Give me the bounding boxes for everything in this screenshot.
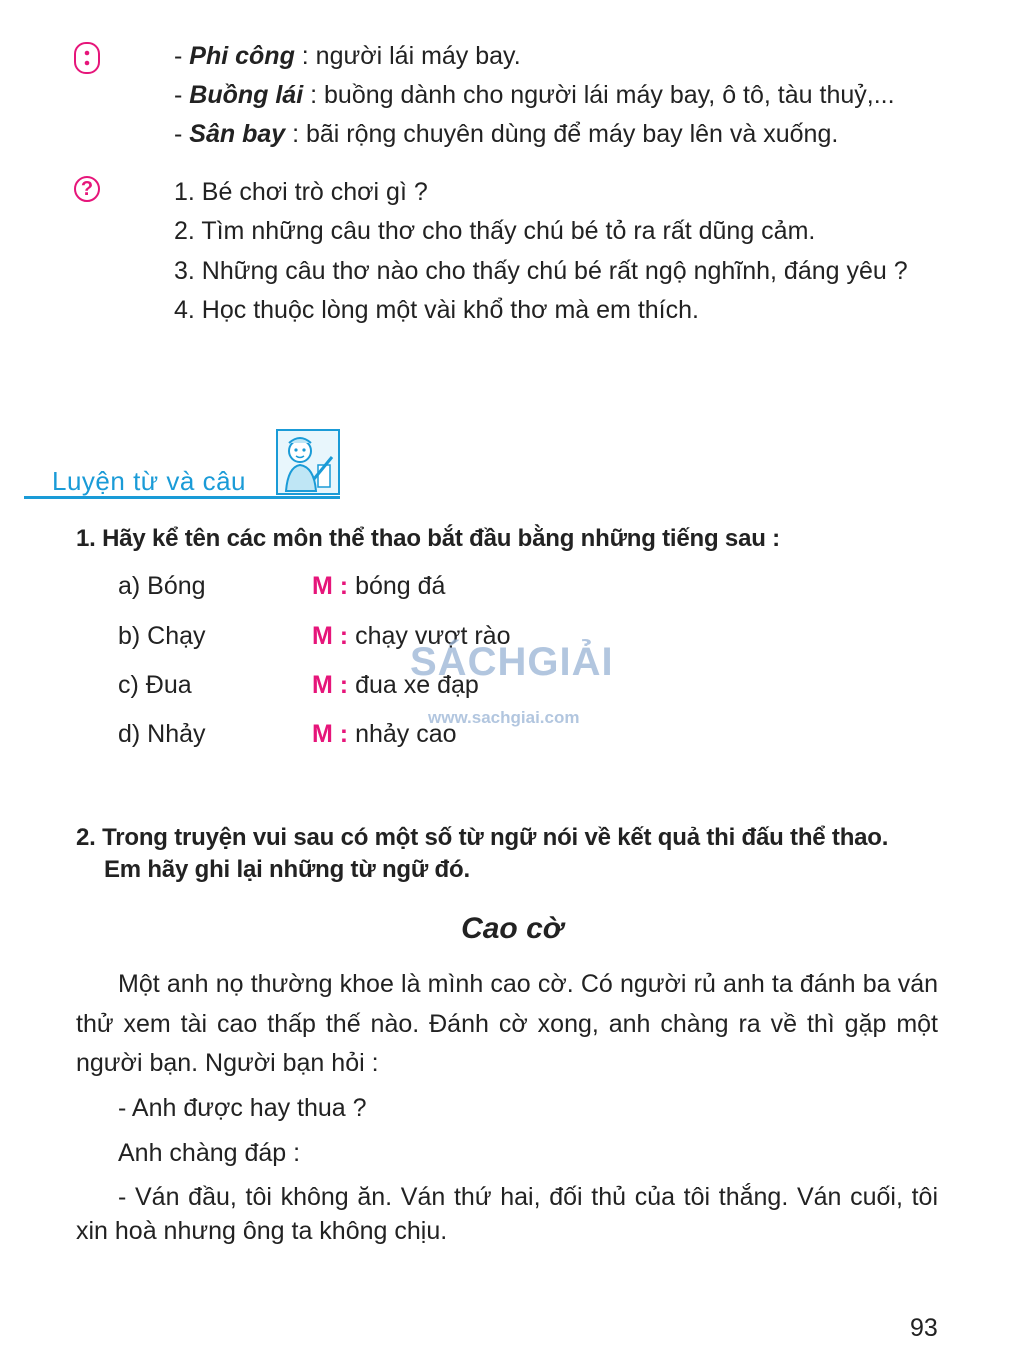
exercise-2-prompt-line2: Em hãy ghi lại những từ ngữ đó. [104,856,470,883]
exercise-1-label: c) Đua [118,671,192,699]
question-item: 3. Những câu thơ nào cho thấy chú bé rất ngộ nghĩnh, đáng yêu ? [174,257,908,285]
section-title: Luyện từ và câu [52,466,247,496]
section-divider [24,496,340,499]
story-paragraph: Một anh nọ thường khoe là mình cao cờ. Có người rủ anh ta đánh ba ván thử xem tài cao thấp thế nào. Đánh cờ xong, anh chàng ra về thì gặp một người bạn. Người bạn hỏi : [76,970,938,1077]
question-icon: ? [74,176,100,202]
story-paragraph: - Ván đầu, tôi không ăn. Ván thứ hai, đối thủ của tôi thắng. Ván cuối, tôi xin hoà nhưng ông ta không chịu. [76,1183,938,1245]
glossary-item: - Buồng lái : buồng dành cho người lái máy bay, ô tô, tàu thuỷ,... [174,81,895,109]
student-writing-icon [276,429,340,495]
watermark-logo: SÁCHGIẢI [410,640,614,684]
exercise-2-prompt-line1: 2. Trong truyện vui sau có một số từ ngữ nói về kết quả thi đấu thể thao. [76,824,889,851]
story-title: Cao cờ [461,912,563,945]
glossary-item: - Sân bay : bãi rộng chuyên dùng để máy bay lên và xuống. [174,120,839,148]
glossary-item: - Phi công : người lái máy bay. [174,42,521,70]
exercise-1-example: M : đua xe đạp [312,671,479,699]
question-item: 4. Học thuộc lòng một vài khổ thơ mà em thích. [174,296,699,324]
exercise-1-example: M : nhảy cao [312,720,457,748]
exercise-1-example: M : bóng đá [312,572,446,600]
story-paragraph: Anh chàng đáp : [118,1139,301,1167]
exercise-1-example: M : chạy vượt rào [312,622,511,650]
exercise-1-label: b) Chạy [118,622,206,650]
page-number: 93 [910,1314,938,1342]
question-item: 2. Tìm những câu thơ cho thấy chú bé tỏ ra rất dũng cảm. [174,217,816,245]
colon-icon [74,42,100,74]
watermark-url: www.sachgiai.com [428,708,580,727]
exercise-1-prompt: 1. Hãy kể tên các môn thể thao bắt đầu bằng những tiếng sau : [76,525,780,552]
story-paragraph: - Anh được hay thua ? [118,1094,367,1122]
question-item: 1. Bé chơi trò chơi gì ? [174,178,428,206]
exercise-1-label: d) Nhảy [118,720,206,748]
exercise-1-label: a) Bóng [118,572,206,600]
